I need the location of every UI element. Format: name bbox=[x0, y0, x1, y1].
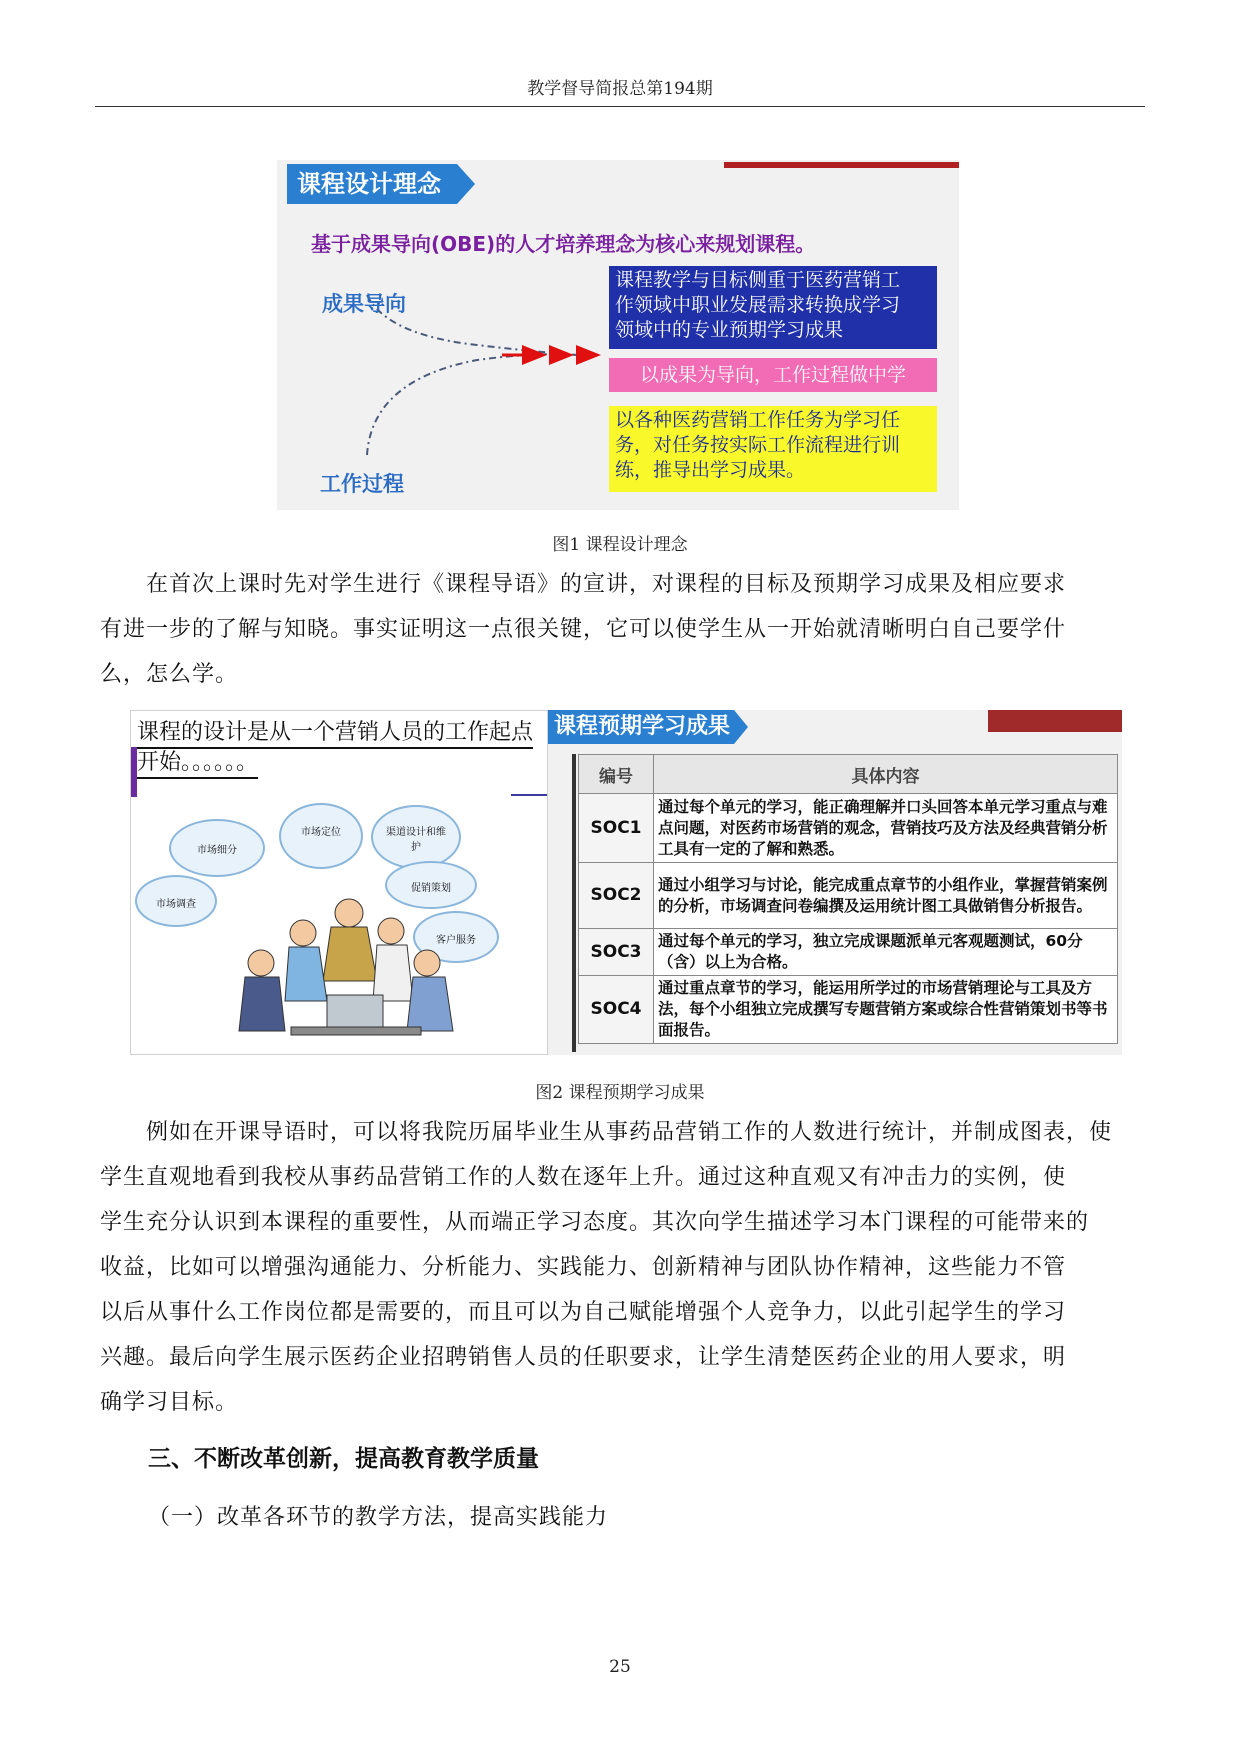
left-title-line: 课程的设计是从一个营销人员的工作起点 bbox=[137, 719, 533, 749]
paragraph-line: 兴趣。最后向学生展示医药企业招聘销售人员的任职要求，让学生清楚医药企业的用人要求，明 bbox=[100, 1345, 1067, 1370]
figure2-caption: 图2 课程预期学习成果 bbox=[535, 1083, 705, 1103]
row-content: 通过重点章节的学习，能运用所学过的市场营销理论与工具及方法，每个小组独立完成撰写专题营销方案或综合性营销策划书等书面报告。 bbox=[654, 976, 1118, 1044]
box-teaching-goals bbox=[609, 266, 937, 349]
red-arrow-2 bbox=[549, 345, 574, 365]
row-content: 通过小组学习与讨论，能完成重点章节的小组作业，掌握营销案例的分析，市场调查问卷编撰及运用统计图工具做销售分析报告。 bbox=[654, 863, 1118, 929]
bubble-market-segmentation: 市场细分 bbox=[169, 819, 265, 877]
figure-course-design-concept bbox=[277, 160, 959, 510]
bubble-market-research: 市场调查 bbox=[135, 875, 217, 927]
paragraph-intro bbox=[100, 562, 1140, 697]
team-illustration bbox=[231, 891, 471, 1051]
red-arrow-3 bbox=[576, 345, 601, 365]
label-outcome-oriented: 成果导向 bbox=[322, 292, 406, 316]
box-blue-line: 课程教学与目标侧重于医药营销工 bbox=[615, 269, 901, 291]
table-row bbox=[579, 929, 1118, 976]
row-code: SOC1 bbox=[579, 794, 654, 863]
box-yellow-line: 以各种医药营销工作任务为学习任 bbox=[615, 409, 901, 431]
figure2-right-panel bbox=[548, 710, 1122, 1055]
running-header: 教学督导简报总第194期 bbox=[527, 79, 713, 99]
header-code: 编号 bbox=[579, 755, 654, 794]
paragraph-line: 有进一步的了解与知晓。事实证明这一点很关键，它可以使学生从一开始就清晰明白自己要学什 bbox=[100, 617, 1067, 642]
paragraph-motivation bbox=[100, 1110, 1140, 1425]
box-work-tasks bbox=[609, 406, 937, 492]
section-heading: 三、不断改革创新，提高教育教学质量 bbox=[148, 1446, 539, 1472]
box-blue-line: 作领域中职业发展需求转换成学习 bbox=[615, 294, 901, 316]
figure2-corner-decoration bbox=[988, 710, 1122, 732]
bubble-promotion-planning: 促销策划 bbox=[385, 861, 477, 909]
box-yellow-line: 练，推导出学习成果。 bbox=[615, 459, 806, 481]
label-work-process: 工作过程 bbox=[320, 472, 404, 496]
paragraph-line: 学生充分认识到本课程的重要性，从而端正学习态度。其次向学生描述学习本门课程的可能带来的 bbox=[100, 1210, 1090, 1235]
figure2-ribbon-tip bbox=[734, 710, 748, 744]
table-header-row bbox=[579, 755, 1118, 794]
header-rule bbox=[95, 106, 1145, 107]
left-panel-title bbox=[137, 719, 547, 779]
bubble-channel-design: 渠道设计和维护 bbox=[371, 805, 461, 869]
table-row bbox=[579, 976, 1118, 1044]
figure2-left-panel bbox=[130, 710, 548, 1055]
figure-expected-learning-outcomes bbox=[130, 710, 1122, 1055]
figure1-subtitle: 基于成果导向(OBE)的人才培养理念为核心来规划课程。 bbox=[311, 232, 816, 256]
learning-outcomes-table bbox=[578, 754, 1118, 1044]
paragraph-line: 学生直观地看到我校从事药品营销工作的人数在逐年上升。通过这种直观又有冲击力的实例，使 bbox=[100, 1165, 1067, 1190]
row-code: SOC3 bbox=[579, 929, 654, 976]
table-row bbox=[579, 794, 1118, 863]
table-left-edge bbox=[572, 754, 576, 1052]
paragraph-line: 收益，比如可以增强沟通能力、分析能力、实践能力、创新精神与团队协作精神，这些能力不管 bbox=[100, 1255, 1067, 1280]
box-blue-line: 领域中的专业预期学习成果 bbox=[615, 319, 844, 341]
red-arrow-1 bbox=[522, 345, 547, 365]
box-yellow-line: 务，对任务按实际工作流程进行训 bbox=[615, 434, 901, 456]
table-row bbox=[579, 863, 1118, 929]
flow-curve-bottom bbox=[367, 354, 577, 455]
left-panel-divider bbox=[511, 794, 547, 796]
row-content: 通过每个单元的学习，能正确理解并口头回答本单元学习重点与难点问题，对医药市场营销的观念，营销技巧及方法及经典营销分析工具有一定的了解和熟悉。 bbox=[654, 794, 1118, 863]
box-learn-by-doing: 以成果为导向，工作过程做中学 bbox=[609, 358, 937, 392]
paragraph-line: 例如在开课导语时，可以将我院历届毕业生从事药品营销工作的人数进行统计，并制成图表，使 bbox=[146, 1120, 1113, 1145]
row-code: SOC2 bbox=[579, 863, 654, 929]
subsection-heading: （一）改革各环节的教学方法，提高实践能力 bbox=[148, 1505, 609, 1530]
left-title-line: 开始。。。。。。 bbox=[137, 749, 258, 779]
header-content: 具体内容 bbox=[654, 755, 1118, 794]
paragraph-line: 确学习目标。 bbox=[100, 1390, 239, 1415]
paragraph-line: 以后从事什么工作岗位都是需要的，而且可以为自己赋能增强个人竞争力，以此引起学生的学习 bbox=[100, 1300, 1067, 1325]
figure1-caption: 图1 课程设计理念 bbox=[552, 535, 688, 555]
bubble-market-positioning: 市场定位 bbox=[279, 803, 363, 869]
paragraph-line: 么，怎么学。 bbox=[100, 662, 239, 687]
page-number: 25 bbox=[609, 1657, 631, 1677]
bubble-customer-service: 客户服务 bbox=[413, 911, 499, 963]
figure2-ribbon: 课程预期学习成果 bbox=[548, 710, 734, 744]
figure1-ribbon: 课程设计理念 bbox=[287, 164, 457, 204]
paragraph-line: 在首次上课时先对学生进行《课程导语》的宣讲，对课程的目标及预期学习成果及相应要求 bbox=[146, 572, 1067, 597]
row-content: 通过每个单元的学习，独立完成课题派单元客观题测试，60分（含）以上为合格。 bbox=[654, 929, 1118, 976]
row-code: SOC4 bbox=[579, 976, 654, 1044]
